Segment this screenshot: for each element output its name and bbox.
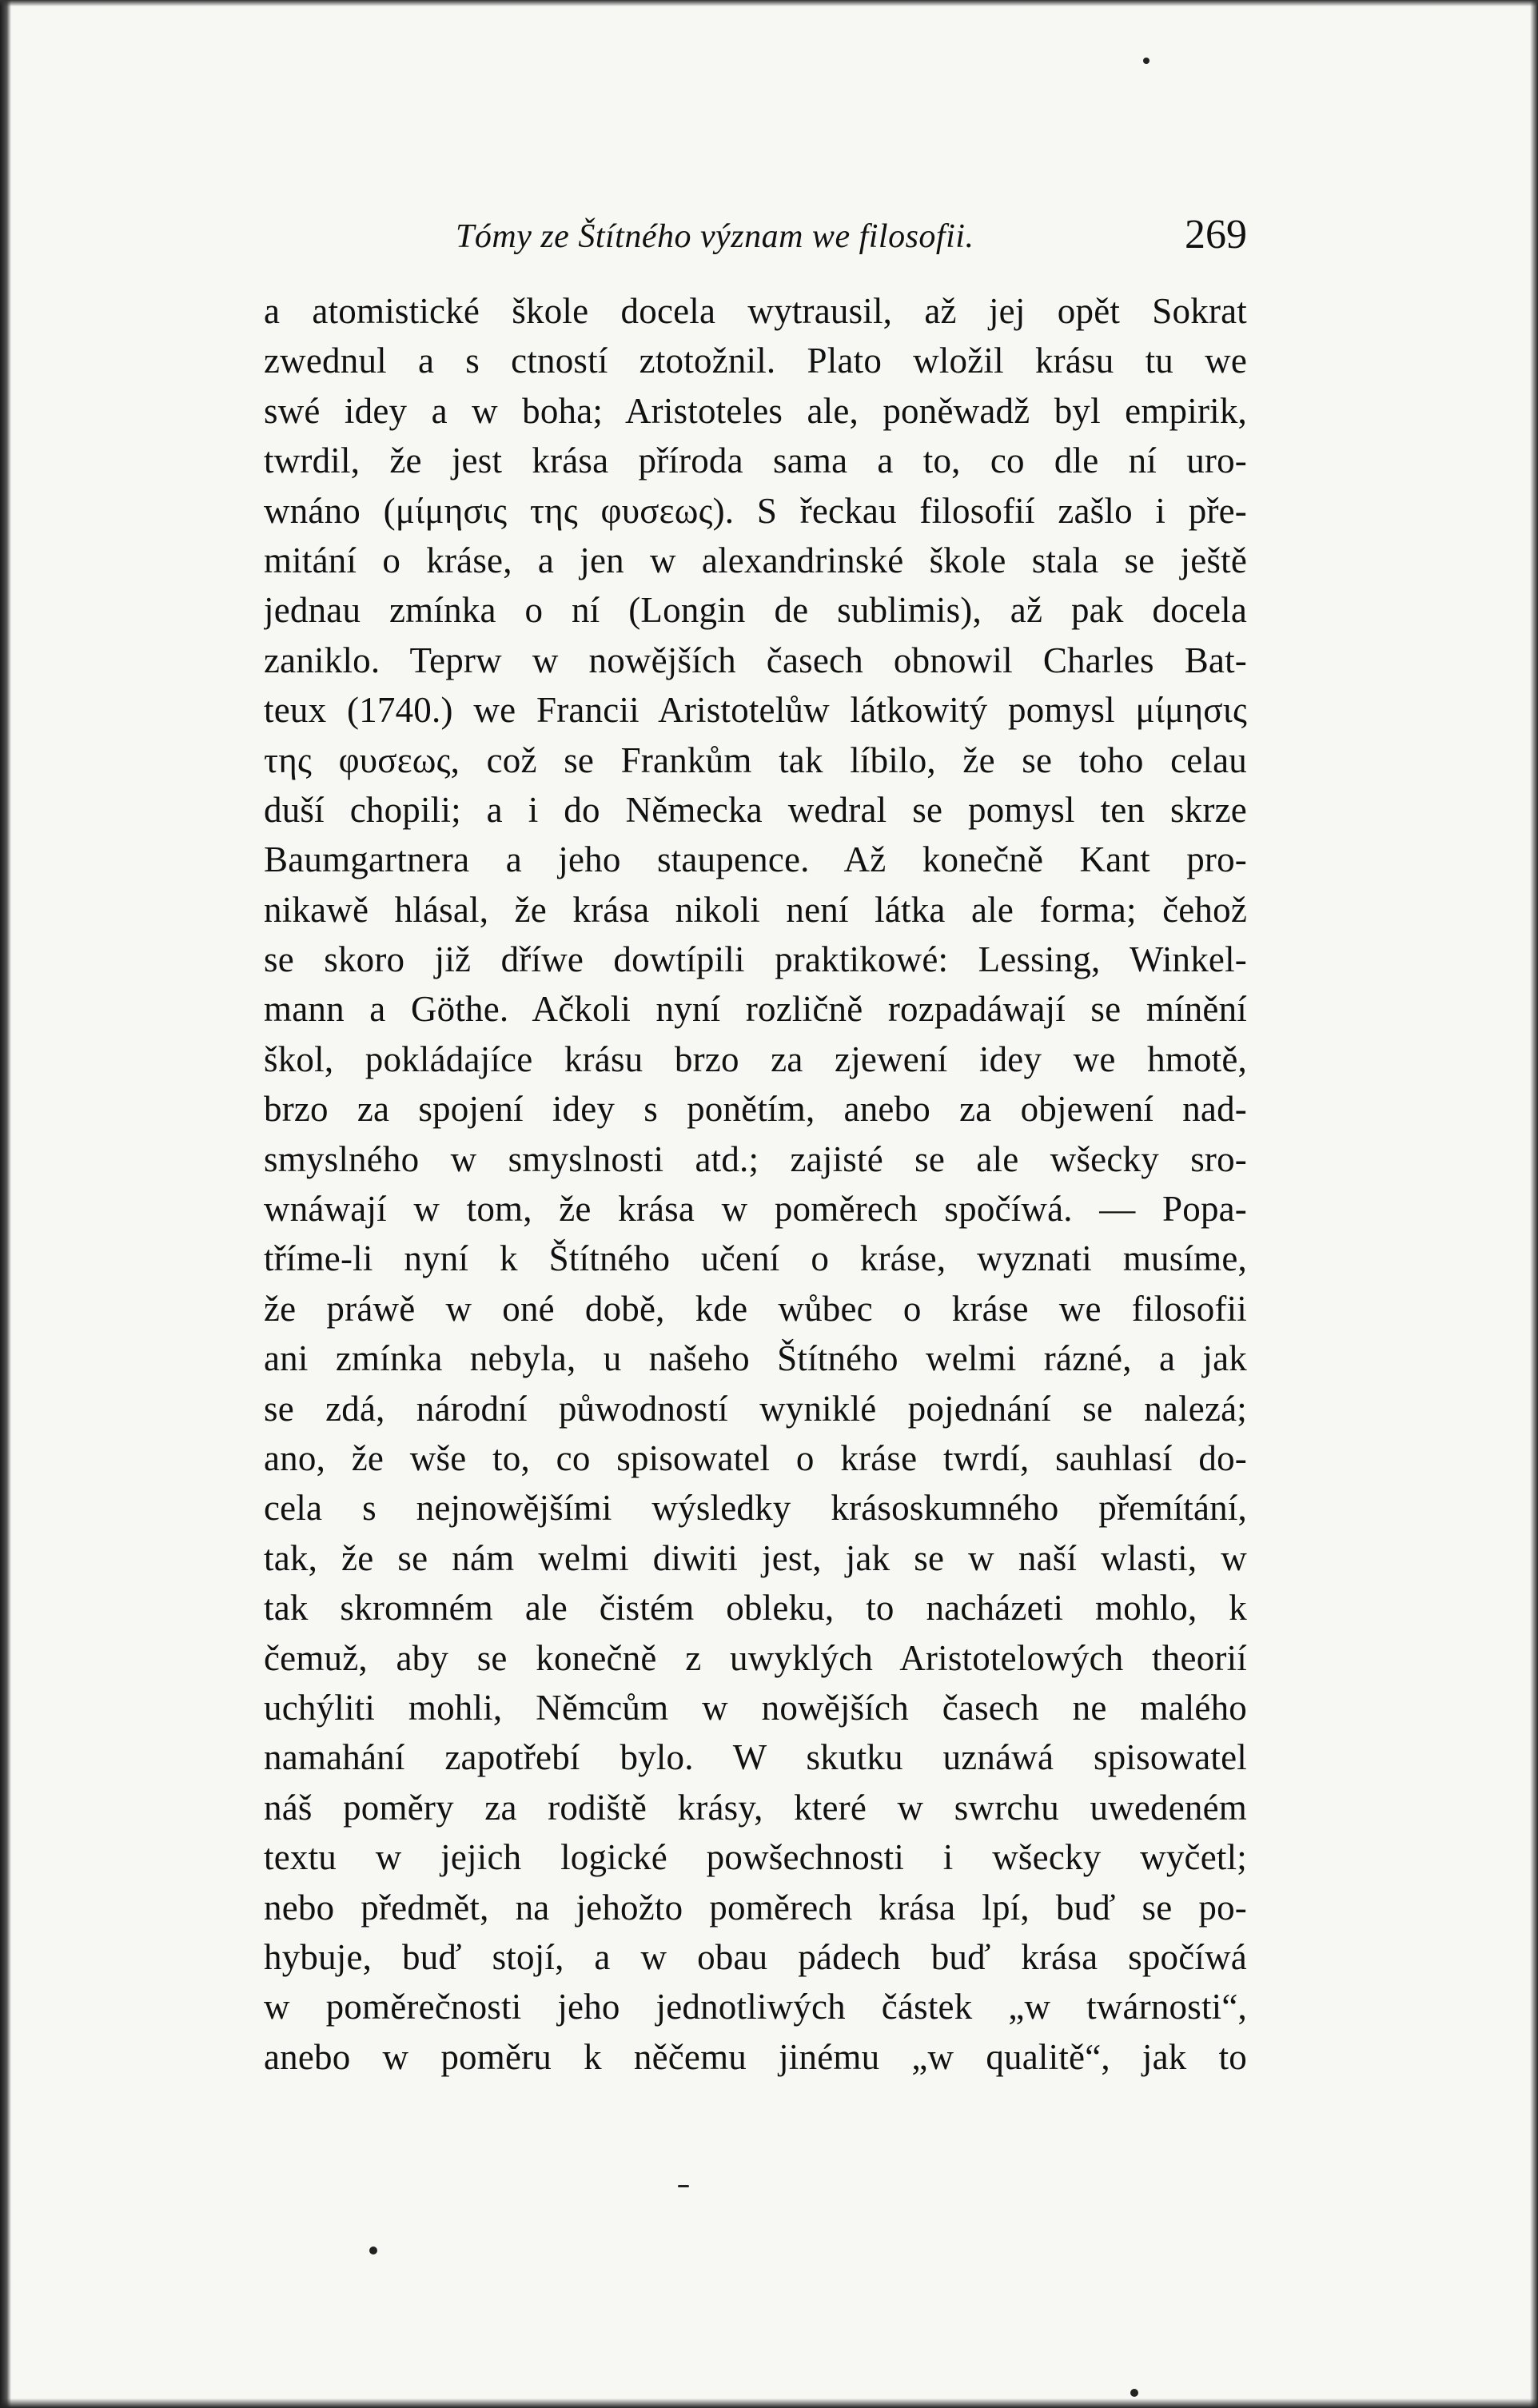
text-line: smyslného w smyslnosti atd.; zajisté se ale wšecky sro- (264, 1138, 1247, 1179)
text-line: a atomistické škole docela wytrausil, až jej opět Sokrat (264, 291, 1247, 331)
scan-speck (678, 2185, 689, 2187)
text-line: nikawě hlásal, že krása nikoli není látka ale forma; čehož (264, 889, 1247, 930)
running-title: Tómy ze Štítného význam we filosofii. (456, 218, 974, 255)
text-line: zwednul a s ctností ztotožnil. Plato wložil krásu tu we (264, 341, 1247, 381)
text-line: nebo předmět, na jehožto poměrech krása lpí, buď se po- (264, 1887, 1247, 1928)
scan-speck (369, 2247, 377, 2255)
text-line: náš poměry za rodiště krásy, které w swrchu uwedeném (264, 1787, 1247, 1828)
page-edge-right (1530, 0, 1538, 2408)
text-line: ano, že wše to, co spisowatel o kráse twrdí, sauhlasí do- (264, 1437, 1247, 1478)
text-line: namahání zapotřebí bylo. W skutku uznáwá spisowatel (264, 1737, 1247, 1778)
text-line: že práwě w oné době, kde wůbec o kráse we filosofii (264, 1288, 1247, 1329)
page-edge-bottom (0, 2398, 1538, 2408)
text-line: tak, že se nám welmi diwiti jest, jak se w naší wlasti, w (264, 1537, 1247, 1578)
page-edge-top (0, 0, 1538, 6)
text-line: wnáno (μίμησις της φυσεως). S řeckau filosofií zašlo i pře- (264, 490, 1247, 531)
text-line: wnáwají w tom, že krása w poměrech spočíwá. — Popa- (264, 1189, 1247, 1230)
text-line: cela s nejnowějšími wýsledky krásoskumného přemítání, (264, 1488, 1247, 1529)
text-line: tak skromném ale čistém obleku, to nacházeti mohlo, k (264, 1588, 1247, 1629)
text-line: mitání o kráse, a jen w alexandrinské škole stala se ještě (264, 540, 1247, 580)
text-line: twrdil, že jest krása příroda sama a to, co dle ní uro- (264, 441, 1247, 481)
page-number: 269 (1185, 212, 1247, 257)
text-line: mann a Göthe. Ačkoli nyní rozličně rozpadáwají se mínění (264, 989, 1247, 1030)
text-line: brzo za spojení idey s ponětím, anebo za objewení nad- (264, 1089, 1247, 1130)
text-line: textu w jejich logické powšechnosti i wšecky wyčetl; (264, 1837, 1247, 1878)
text-line: Baumgartnera a jeho staupence. Až konečně Kant pro- (264, 839, 1247, 880)
text-line: zaniklo. Teprw w nowějších časech obnowil Charles Bat- (264, 640, 1247, 680)
text-line: se skoro již dříwe dowtípili praktikowé: Lessing, Winkel- (264, 939, 1247, 980)
text-line: της φυσεως, což se Frankům tak líbilo, že se toho celau (264, 740, 1247, 780)
text-line: duší chopili; a i do Německa wedral se pomysl ten skrze (264, 789, 1247, 830)
page-edge-left (0, 0, 11, 2408)
text-line: škol, pokládajíce krásu brzo za zjewení idey we hmotě, (264, 1039, 1247, 1079)
body-text (264, 286, 1247, 2082)
text-line: se zdá, národní půwodností wyniklé pojednání se nalezá; (264, 1388, 1247, 1429)
text-line: tříme-li nyní k Štítného učení o kráse, wyznati musíme, (264, 1238, 1247, 1279)
text-line: jednau zmínka o ní (Longin de sublimis), až pak docela (264, 590, 1247, 631)
scan-speck (1130, 2389, 1138, 2397)
text-line: hybuje, buď stojí, a w obau pádech buď krása spočíwá (264, 1936, 1247, 1977)
text-line: anebo w poměru k něčemu jinému „w qualitě“, jak to (264, 2036, 1247, 2077)
page-header (264, 209, 1247, 273)
text-line: uchýliti mohli, Němcům w nowějších časech ne malého (264, 1687, 1247, 1728)
text-line: čemuž, aby se konečně z uwyklých Aristotelowých theorií (264, 1637, 1247, 1678)
scan-speck (1143, 58, 1150, 64)
text-line: w poměrečnosti jeho jednotliwých částek „w twárnosti“, (264, 1987, 1247, 2027)
text-line: ani zmínka nebyla, u našeho Štítného welmi rázné, a jak (264, 1338, 1247, 1379)
text-line: swé idey a w boha; Aristoteles ale, poněwadž byl empirik, (264, 390, 1247, 431)
text-line: teux (1740.) we Francii Aristotelůw látkowitý pomysl μίμησις (264, 690, 1247, 731)
